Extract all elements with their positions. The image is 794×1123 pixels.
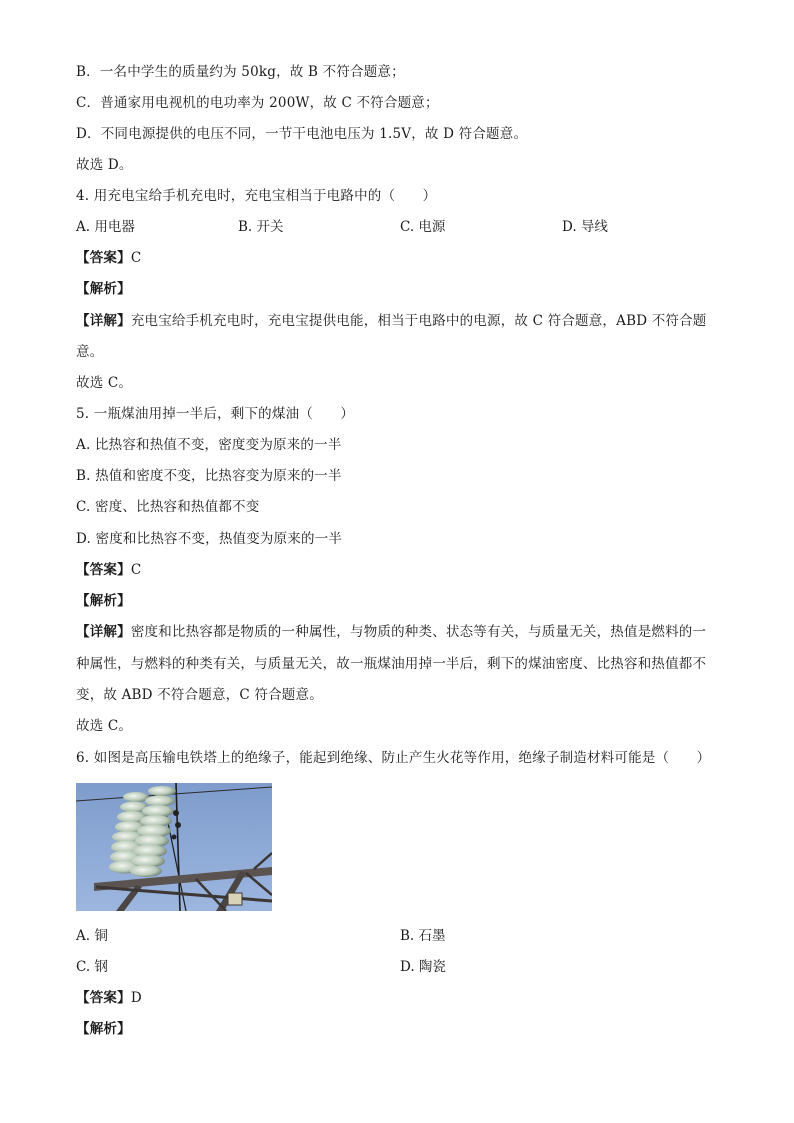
q6-stem: 6. 如图是高压输电铁塔上的绝缘子，能起到绝缘、防止产生火花等作用，绝缘子制造材料可能是（ ）	[76, 750, 711, 766]
prev-conclusion: 故选 D。	[76, 157, 133, 173]
q4-option-d: D. 导线	[562, 219, 608, 235]
answer-tag: 【答案】	[76, 250, 131, 266]
q4-detail-line-1	[76, 311, 707, 331]
prev-explanation-line-d: D．不同电源提供的电压不同，一节干电池电压为 1.5V，故 D 符合题意。	[76, 126, 528, 142]
q4-stem: 4. 用充电宝给手机充电时，充电宝相当于电路中的（ ）	[76, 188, 437, 204]
prev-explanation-line-b: B．一名中学生的质量约为 50kg，故 B 不符合题意；	[76, 64, 405, 80]
q5-option-a: A. 比热容和热值不变，密度变为原来的一半	[76, 437, 342, 453]
answer-value: D	[130, 990, 142, 1006]
detail-text: 密度和比热容都是物质的一种属性，与物质的种类、状态等有关，与质量无关，热值是燃料的一	[130, 624, 707, 640]
q5-detail-line-1	[76, 622, 706, 642]
q6-analysis-tag: 【解析】	[76, 1021, 131, 1037]
q5-conclusion: 故选 C。	[76, 718, 133, 734]
q5-analysis-tag: 【解析】	[76, 593, 131, 609]
answer-tag: 【答案】	[76, 990, 131, 1006]
q4-option-a: A. 用电器	[76, 219, 135, 235]
q5-detail-line-3: 变，故 ABD 不符合题意，C 符合题意。	[76, 687, 323, 703]
answer-value: C	[130, 250, 142, 266]
q5-stem: 5. 一瓶煤油用掉一半后，剩下的煤油（ ）	[76, 406, 355, 422]
q4-detail-line-2: 意。	[76, 344, 104, 360]
q4-option-c: C. 电源	[400, 219, 446, 235]
q6-option-b: B. 石墨	[400, 928, 446, 944]
q5-answer	[76, 560, 141, 580]
q6-option-c: C. 钢	[76, 959, 108, 975]
answer-tag: 【答案】	[76, 562, 131, 578]
prev-explanation-line-c: C．普通家用电视机的电功率为 200W，故 C 不符合题意；	[76, 95, 439, 111]
q4-conclusion: 故选 C。	[76, 375, 133, 391]
q6-answer	[76, 988, 142, 1008]
detail-tag: 【详解】	[76, 313, 131, 329]
q5-option-d: D. 密度和比热容不变，热值变为原来的一半	[76, 531, 343, 547]
q4-analysis-tag: 【解析】	[76, 281, 131, 297]
q5-detail-line-2: 种属性，与燃料的种类有关，与质量无关，故一瓶煤油用掉一半后，剩下的煤油密度、比热容和热值都不	[76, 656, 707, 672]
q4-option-b: B. 开关	[238, 219, 284, 235]
q6-option-d: D. 陶瓷	[400, 959, 446, 975]
q5-option-c: C. 密度、比热容和热值都不变	[76, 499, 260, 515]
detail-text: 充电宝给手机充电时，充电宝提供电能，相当于电路中的电源，故 C 符合题意，ABD 不符合题	[130, 313, 707, 329]
insulator-photo	[76, 783, 272, 911]
q6-option-a: A. 铜	[76, 928, 108, 944]
q5-option-b: B. 热值和密度不变，比热容变为原来的一半	[76, 468, 342, 484]
answer-value: C	[130, 562, 142, 578]
detail-tag: 【详解】	[76, 624, 131, 640]
q4-answer	[76, 248, 141, 268]
